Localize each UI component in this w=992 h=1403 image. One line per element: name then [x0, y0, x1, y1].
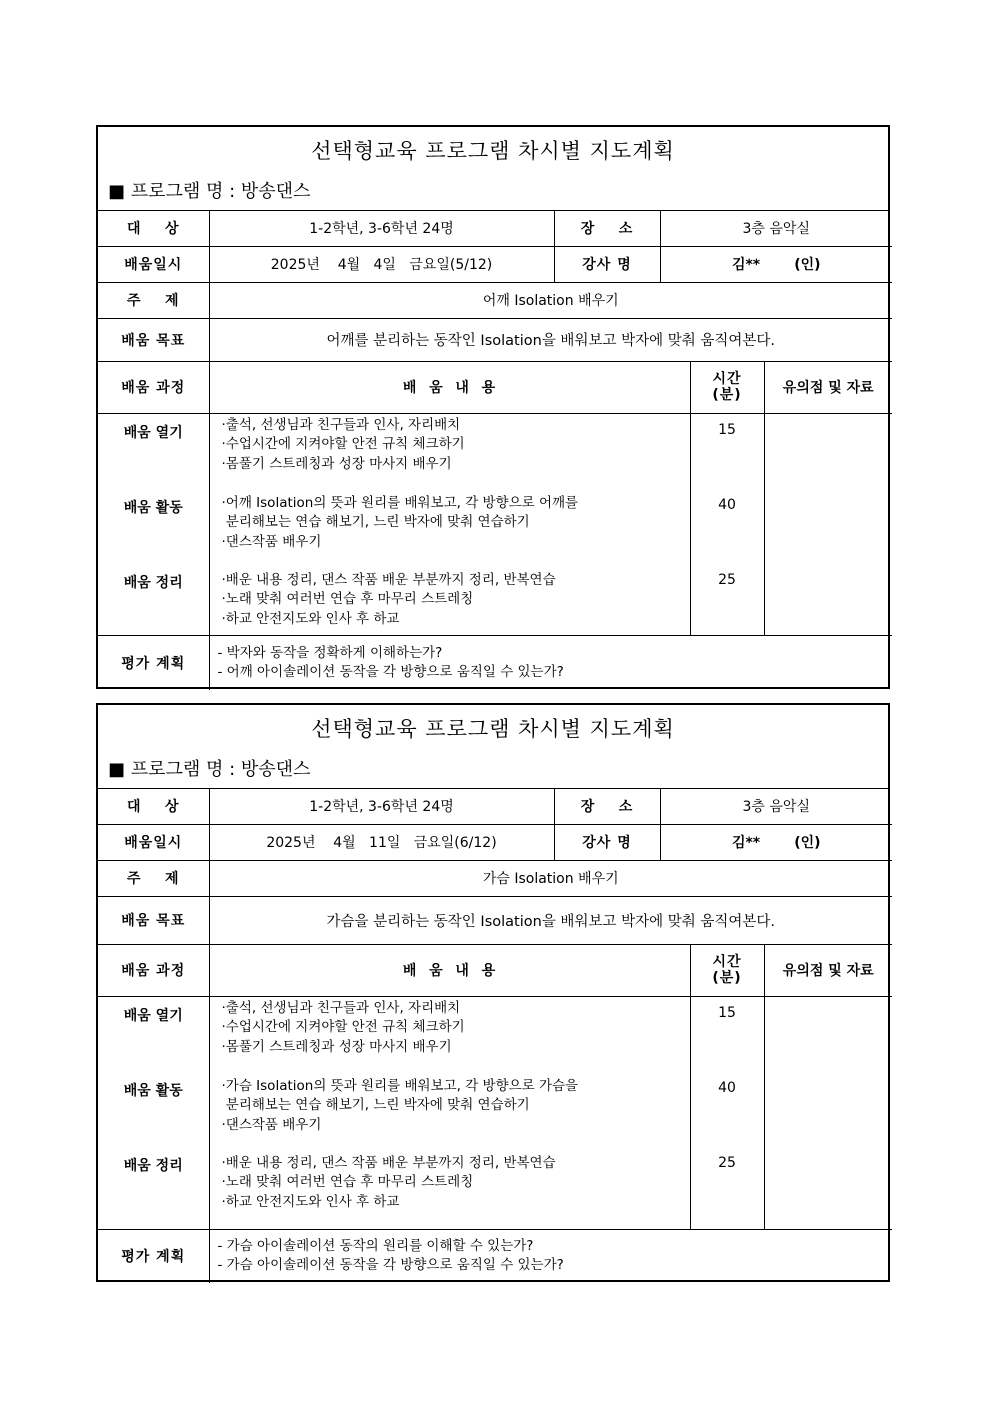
topic-label: 주 제	[98, 860, 209, 896]
plan-table	[98, 789, 892, 1283]
process-header: 배움 과정	[98, 944, 209, 996]
content-header: 배 움 내 용	[209, 944, 690, 996]
content-header: 배 움 내 용	[209, 361, 690, 413]
content-line: 분리해보는 연습 해보기, 느린 박자에 맞춰 연습하기	[221, 1097, 530, 1113]
process-stages	[98, 413, 209, 635]
topic-value: 어깨 Isolation 배우기	[209, 282, 892, 318]
content-line: ·댄스작품 배우기	[221, 533, 322, 550]
goal-value: 가슴을 분리하는 동작인 Isolation을 배워보고 박자에 맞춰 움직여본다.	[209, 896, 892, 944]
eval-items	[209, 1229, 892, 1283]
place-label: 장 소	[554, 789, 660, 824]
lesson-plan-2	[96, 703, 890, 1282]
teacher-label: 강사 명	[554, 824, 660, 860]
content-line: ·댄스작품 배우기	[221, 1116, 322, 1133]
content-line: ·수업시간에 지켜야할 안전 규칙 체크하기	[221, 436, 465, 452]
eval-item: - 가슴 아이솔레이션 동작의 원리를 이해할 수 있는가?	[217, 1238, 534, 1255]
content-line: ·노래 맞춰 여러번 연습 후 마무리 스트레칭	[221, 1174, 474, 1190]
program-name: ■ 프로그램 명 : 방송댄스	[108, 181, 311, 202]
notes-header: 유의점 및 자료	[764, 361, 892, 413]
stage-activity: 배움 활동	[123, 1082, 183, 1099]
plan-header	[98, 705, 888, 789]
goal-label: 배움 목표	[98, 318, 209, 361]
content-line: ·하교 안전지도와 인사 후 하교	[221, 610, 400, 627]
content-line: ·어깨 Isolation의 뜻과 원리를 배워보고, 각 방향으로 어깨를	[221, 494, 579, 511]
target-label: 대 상	[98, 211, 209, 246]
content-line: ·배운 내용 정리, 댄스 작품 배운 부분까지 정리, 반복연습	[221, 571, 556, 588]
content-line: ·몸풀기 스트레칭과 성장 마사지 배우기	[221, 455, 452, 472]
content-list	[209, 996, 690, 1229]
date-value: 2025년 4월 4일 금요일(5/12)	[209, 246, 554, 282]
stage-opening: 배움 열기	[123, 1007, 183, 1024]
plan-header	[98, 127, 888, 211]
eval-item: - 가슴 아이솔레이션 동작을 각 방향으로 움직일 수 있는가?	[217, 1257, 564, 1274]
date-label: 배움일시	[98, 824, 209, 860]
process-stages	[98, 996, 209, 1229]
time-closing: 25	[718, 571, 736, 588]
content-line: 분리해보는 연습 해보기, 느린 박자에 맞춰 연습하기	[221, 514, 530, 530]
time-opening: 15	[718, 421, 736, 438]
time-opening: 15	[718, 1004, 736, 1021]
place-label: 장 소	[554, 211, 660, 246]
plan-title: 선택형교육 프로그램 차시별 지도계획	[311, 717, 675, 741]
topic-label: 주 제	[98, 282, 209, 318]
eval-item: - 어깨 아이솔레이션 동작을 각 방향으로 움직일 수 있는가?	[217, 663, 564, 680]
date-label: 배움일시	[98, 246, 209, 282]
content-line: ·출석, 선생님과 친구들과 인사, 자리배치	[221, 999, 461, 1016]
eval-label: 평가 계획	[98, 635, 209, 690]
content-line: ·출석, 선생님과 친구들과 인사, 자리배치	[221, 416, 461, 433]
goal-label: 배움 목표	[98, 896, 209, 944]
time-column	[690, 996, 764, 1229]
time-column	[690, 413, 764, 635]
lesson-plan-1	[96, 125, 890, 689]
content-line: ·노래 맞춰 여러번 연습 후 마무리 스트레칭	[221, 591, 474, 607]
topic-value: 가슴 Isolation 배우기	[209, 860, 892, 896]
notes-header: 유의점 및 자료	[764, 944, 892, 996]
place-value: 3층 음악실	[660, 211, 892, 246]
target-value: 1-2학년, 3-6학년 24명	[209, 789, 554, 824]
content-line: ·배운 내용 정리, 댄스 작품 배운 부분까지 정리, 반복연습	[221, 1154, 556, 1171]
target-value: 1-2학년, 3-6학년 24명	[209, 211, 554, 246]
program-name: ■ 프로그램 명 : 방송댄스	[108, 759, 311, 780]
stage-closing: 배움 정리	[123, 1157, 183, 1174]
content-line: ·수업시간에 지켜야할 안전 규칙 체크하기	[221, 1019, 465, 1035]
eval-items	[209, 635, 892, 690]
plan-table	[98, 211, 892, 690]
teacher-value: 김** (인)	[660, 246, 892, 282]
eval-label: 평가 계획	[98, 1229, 209, 1283]
stage-opening: 배움 열기	[123, 424, 183, 441]
stage-closing: 배움 정리	[123, 574, 183, 591]
stage-activity: 배움 활동	[123, 499, 183, 516]
notes-cell	[764, 996, 892, 1229]
plan-title: 선택형교육 프로그램 차시별 지도계획	[311, 139, 675, 163]
content-line: ·가슴 Isolation의 뜻과 원리를 배워보고, 각 방향으로 가슴을	[221, 1077, 579, 1094]
time-activity: 40	[718, 496, 736, 513]
place-value: 3층 음악실	[660, 789, 892, 824]
content-line: ·몸풀기 스트레칭과 성장 마사지 배우기	[221, 1038, 452, 1055]
notes-cell	[764, 413, 892, 635]
time-header: 시간 (분)	[690, 944, 764, 996]
target-label: 대 상	[98, 789, 209, 824]
teacher-value: 김** (인)	[660, 824, 892, 860]
date-value: 2025년 4월 11일 금요일(6/12)	[209, 824, 554, 860]
time-activity: 40	[718, 1079, 736, 1096]
time-closing: 25	[718, 1154, 736, 1171]
time-header: 시간 (분)	[690, 361, 764, 413]
process-header: 배움 과정	[98, 361, 209, 413]
eval-item: - 박자와 동작을 정확하게 이해하는가?	[217, 644, 443, 661]
goal-value: 어깨를 분리하는 동작인 Isolation을 배워보고 박자에 맞춰 움직여본다.	[209, 318, 892, 361]
content-line: ·하교 안전지도와 인사 후 하교	[221, 1193, 400, 1210]
teacher-label: 강사 명	[554, 246, 660, 282]
content-list	[209, 413, 690, 635]
